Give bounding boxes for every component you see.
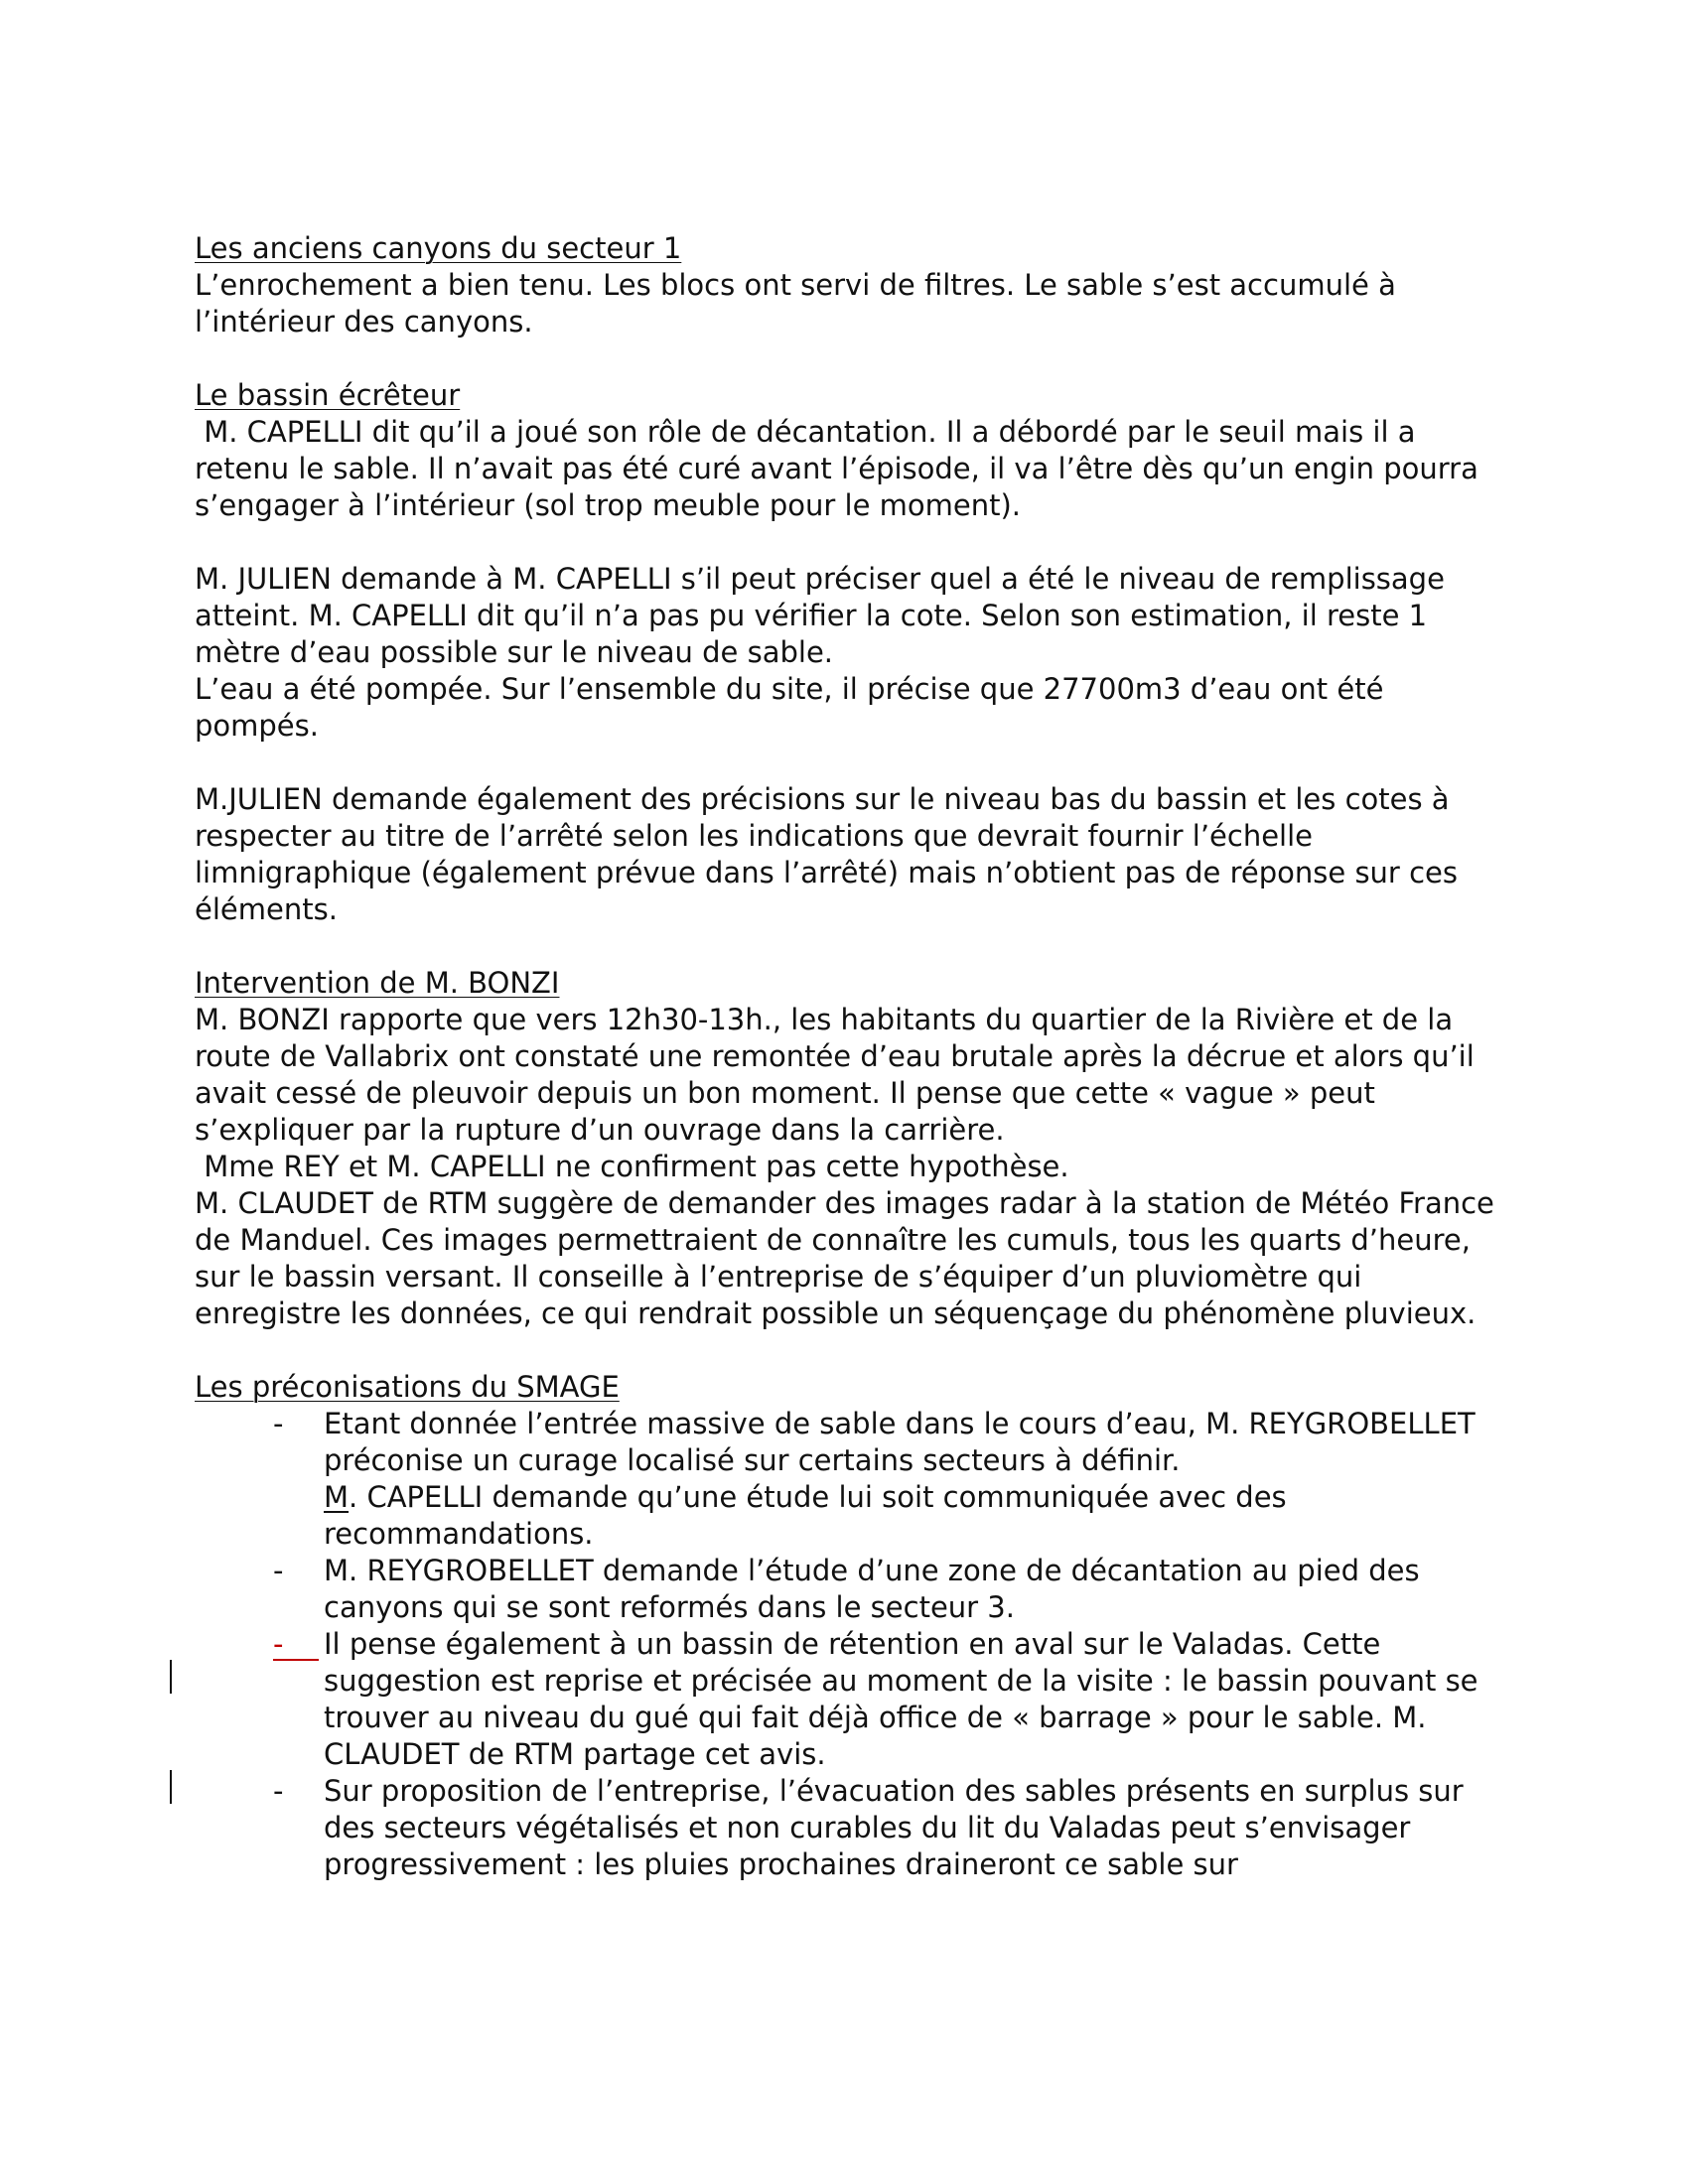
bullet-dash: -: [273, 1554, 284, 1587]
paragraph: M. BONZI rapporte que vers 12h30-13h., les habitants du quartier de la Rivière et de la route de Vallabrix ont constaté une remontée d’eau brutale après la décrue et alors qu’il avait cessé de pleuvoir depuis un bon moment. Il pense que cette « vague » peut s’expliquer par la rupture d’un ouvrage dans la carrière.: [195, 1003, 1475, 1147]
list-item: [195, 1773, 1515, 1883]
list-item-text: Sur proposition de l’entreprise, l’évacuation des sables présents en surplus sur des secteurs végétalisés et non curables du lit du Valadas peut s’envisager progressivement : les pluies prochaines draineront ce sable sur: [324, 1774, 1464, 1881]
spacer: [195, 745, 1515, 781]
spacer: [195, 341, 1515, 377]
section-heading-intervention-bonzi: Intervention de M. BONZI: [195, 966, 560, 1000]
spacer: [195, 928, 1515, 965]
list-item-text: . CAPELLI demande qu’une étude lui soit communiquée avec des recommandations.: [324, 1480, 1287, 1551]
section-heading-bassin-ecreteur: Le bassin écrêteur: [195, 378, 461, 412]
section-heading-anciens-canyons: Les anciens canyons du secteur 1: [195, 231, 682, 265]
paragraph: Mme REY et M. CAPELLI ne confirment pas cette hypothèse.: [195, 1150, 1069, 1183]
revision-bar: [170, 1770, 172, 1804]
paragraph: L’enrochement a bien tenu. Les blocs ont servi de filtres. Le sable s’est accumulé à l’intérieur des canyons.: [195, 268, 1396, 339]
list-item-text-underlined: M: [324, 1480, 350, 1514]
bullet-dash: -: [273, 1774, 284, 1808]
list-item-revised: [195, 1626, 1515, 1773]
paragraph: M. CAPELLI dit qu’il a joué son rôle de décantation. Il a débordé par le seuil mais il a retenu le sable. Il n’avait pas été curé avant l’épisode, il va l’être dès qu’un engin pourra s’engager à l’intérieur (sol trop meuble pour le moment).: [195, 415, 1488, 522]
paragraph: M.JULIEN demande également des précisions sur le niveau bas du bassin et les cotes à respecter au titre de l’arrêté selon les indications que devrait fournir l’échelle limnigraphique (également prévue dans l’arrêté) mais n’obtient pas de réponse sur ces éléments.: [195, 782, 1458, 926]
recommendations-list: [195, 1406, 1515, 1883]
spacer: [195, 524, 1515, 561]
revision-bar: [170, 1660, 172, 1694]
list-item-text: Il pense également à un bassin de rétention en aval sur le Valadas. Cette suggestion est reprise et précisée au moment de la visite : le bassin pouvant se trouver au niveau du gué qui fait déjà office de « barrage » pour le sable. M. CLAUDET de RTM partage cet avis.: [324, 1627, 1478, 1771]
list-item: [195, 1553, 1515, 1626]
list-item-text: M. REYGROBELLET demande l’étude d’une zone de décantation au pied des canyons qui se sont reformés dans le secteur 3.: [324, 1554, 1420, 1624]
section-heading-preconisations-smage: Les préconisations du SMAGE: [195, 1370, 620, 1404]
bullet-dash-revised: -: [273, 1626, 319, 1661]
document-page: [195, 230, 1515, 1883]
paragraph: M. JULIEN demande à M. CAPELLI s’il peut préciser quel a été le niveau de remplissage atteint. M. CAPELLI dit qu’il n’a pas pu vérifier la cote. Selon son estimation, il reste 1 mètre d’eau possible sur le niveau de sable.: [195, 562, 1445, 669]
spacer: [195, 1332, 1515, 1369]
list-item-text: Etant donnée l’entrée massive de sable dans le cours d’eau, M. REYGROBELLET préconise un curage localisé sur certains secteurs à définir.: [324, 1407, 1476, 1477]
list-item: [195, 1406, 1515, 1553]
paragraph: M. CLAUDET de RTM suggère de demander des images radar à la station de Météo France de Manduel. Ces images permettraient de connaître les cumuls, tous les quarts d’heure, sur le bassin versant. Il conseille à l’entreprise de s’équiper d’un pluviomètre qui enregistre les données, ce qui rendrait possible un séquençage du phénomène pluvieux.: [195, 1186, 1494, 1330]
bullet-dash: -: [273, 1407, 284, 1440]
paragraph: L’eau a été pompée. Sur l’ensemble du site, il précise que 27700m3 d’eau ont été pompés.: [195, 672, 1384, 743]
